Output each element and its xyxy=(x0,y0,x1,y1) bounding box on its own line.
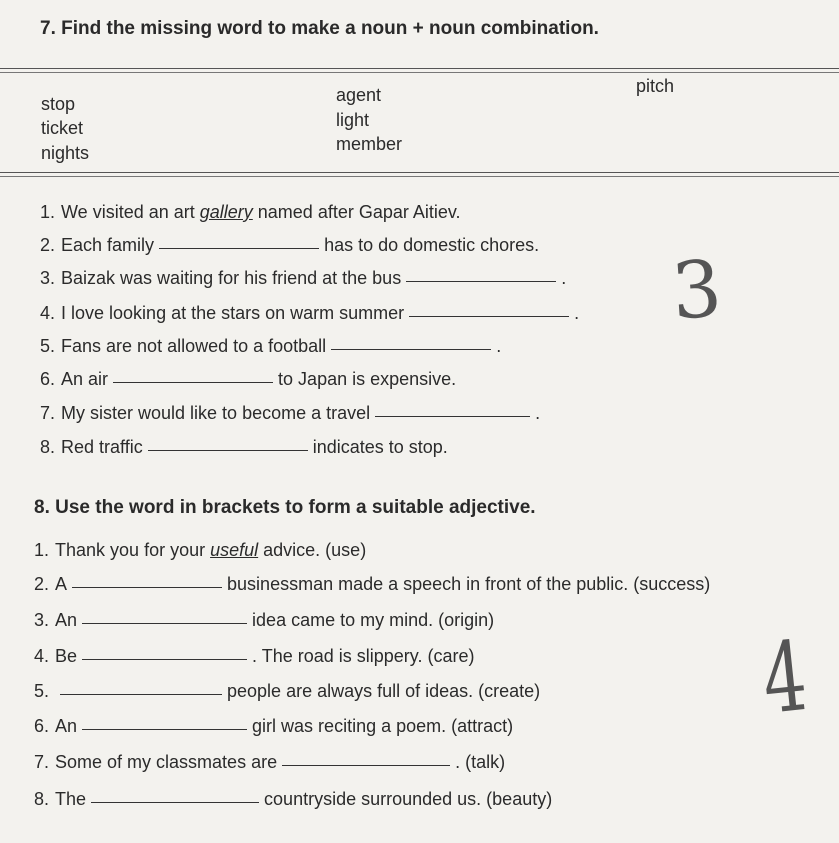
answer-blank[interactable] xyxy=(148,449,308,451)
s7-item-8 xyxy=(40,437,448,458)
answer-blank[interactable] xyxy=(331,348,491,350)
handwritten-score: 3 xyxy=(668,244,725,338)
answer-blank[interactable] xyxy=(113,381,273,383)
section-8-heading: 8. Use the word in brackets to form a suitable adjective. xyxy=(34,497,536,518)
item-text: An air xyxy=(61,369,109,389)
item-text: idea came to my mind. (origin) xyxy=(252,610,495,630)
item-text: Baizak was waiting for his friend at the bus xyxy=(61,268,402,288)
answer-blank[interactable] xyxy=(159,247,319,249)
bank-word-member: member xyxy=(336,134,403,154)
item-text: . The road is slippery. (care) xyxy=(252,646,475,666)
answer-blank[interactable] xyxy=(60,693,222,695)
bank-word-light: light xyxy=(336,110,370,130)
item-text: Fans are not allowed to a football xyxy=(61,336,327,356)
answer-blank[interactable] xyxy=(82,728,247,730)
answer-blank[interactable] xyxy=(91,801,259,803)
bank-word-stop: stop xyxy=(41,94,76,114)
s7-item-2 xyxy=(40,235,539,256)
item-text: Red traffic xyxy=(61,437,143,457)
item-text: An xyxy=(55,716,78,736)
item-number: 7. xyxy=(34,752,50,772)
s7-item-1 xyxy=(40,202,461,223)
handwritten-answer: gallery xyxy=(199,202,253,222)
item-text: . xyxy=(496,336,502,356)
item-text: Some of my classmates are xyxy=(55,752,278,772)
item-number: 7. xyxy=(40,403,56,423)
s8-item-8 xyxy=(34,789,552,810)
item-text: named after Gapar Aitiev. xyxy=(252,202,461,222)
item-text: A xyxy=(55,574,68,594)
answer-blank[interactable] xyxy=(409,315,569,317)
item-number: 1. xyxy=(34,540,50,560)
item-text: I love looking at the stars on warm summer xyxy=(61,303,405,323)
item-number: 4. xyxy=(34,646,50,666)
section-7-heading: 7. Find the missing word to make a noun + noun combination. xyxy=(40,18,599,39)
answer-blank[interactable] xyxy=(82,622,247,624)
item-number: 5. xyxy=(34,681,50,701)
item-text: We visited an art xyxy=(61,202,200,222)
item-text: girl was reciting a poem. (attract) xyxy=(252,716,514,736)
handwritten-answer: useful xyxy=(210,540,259,560)
answer-blank[interactable] xyxy=(406,280,556,282)
item-text: . xyxy=(535,403,541,423)
item-number: 3. xyxy=(40,268,56,288)
bank-word-nights: nights xyxy=(41,143,90,163)
item-text: The xyxy=(55,789,87,809)
item-text: Each family xyxy=(61,235,155,255)
item-text: countryside surrounded us. (beauty) xyxy=(264,789,553,809)
answer-blank[interactable] xyxy=(375,415,530,417)
item-number: 3. xyxy=(34,610,50,630)
bank-word-agent: agent xyxy=(336,85,382,105)
item-text: Be xyxy=(55,646,78,666)
s7-item-7 xyxy=(40,403,540,424)
item-number: 6. xyxy=(40,369,56,389)
s8-item-7 xyxy=(34,752,505,773)
item-number: 8. xyxy=(34,789,50,809)
bank-word-pitch: pitch xyxy=(636,76,675,96)
item-number: 6. xyxy=(34,716,50,736)
item-text: to Japan is expensive. xyxy=(278,369,457,389)
item-number: 5. xyxy=(40,336,56,356)
item-number: 2. xyxy=(34,574,50,594)
bottom-divider xyxy=(0,172,839,173)
s8-item-2 xyxy=(34,574,710,595)
answer-blank[interactable] xyxy=(82,658,247,660)
handwritten-score: 4 xyxy=(757,620,812,736)
s8-item-1 xyxy=(34,540,366,561)
s7-item-5 xyxy=(40,336,501,357)
top-divider xyxy=(0,68,839,69)
item-number: 4. xyxy=(40,303,56,323)
item-text: My sister would like to become a travel xyxy=(61,403,371,423)
s8-item-4 xyxy=(34,646,474,667)
item-number: 8. xyxy=(40,437,56,457)
item-text: . (talk) xyxy=(455,752,506,772)
item-number: 2. xyxy=(40,235,56,255)
s8-item-3 xyxy=(34,610,494,631)
s7-item-6 xyxy=(40,369,456,390)
answer-blank[interactable] xyxy=(72,586,222,588)
answer-blank[interactable] xyxy=(282,764,450,766)
s8-item-6 xyxy=(34,716,513,737)
item-text: . xyxy=(574,303,580,323)
s7-item-3 xyxy=(40,268,566,289)
item-text: has to do domestic chores. xyxy=(324,235,540,255)
item-text: people are always full of ideas. (create) xyxy=(227,681,541,701)
item-text: An xyxy=(55,610,78,630)
item-text: businessman made a speech in front of the public. (success) xyxy=(227,574,711,594)
s7-item-4 xyxy=(40,303,579,324)
item-text: . xyxy=(561,268,567,288)
item-text: indicates to stop. xyxy=(312,437,448,457)
item-text: Thank you for your xyxy=(55,540,211,560)
item-text: advice. (use) xyxy=(258,540,367,560)
s8-item-5 xyxy=(34,681,540,702)
bank-word-ticket: ticket xyxy=(41,118,84,138)
item-number: 1. xyxy=(40,202,56,222)
